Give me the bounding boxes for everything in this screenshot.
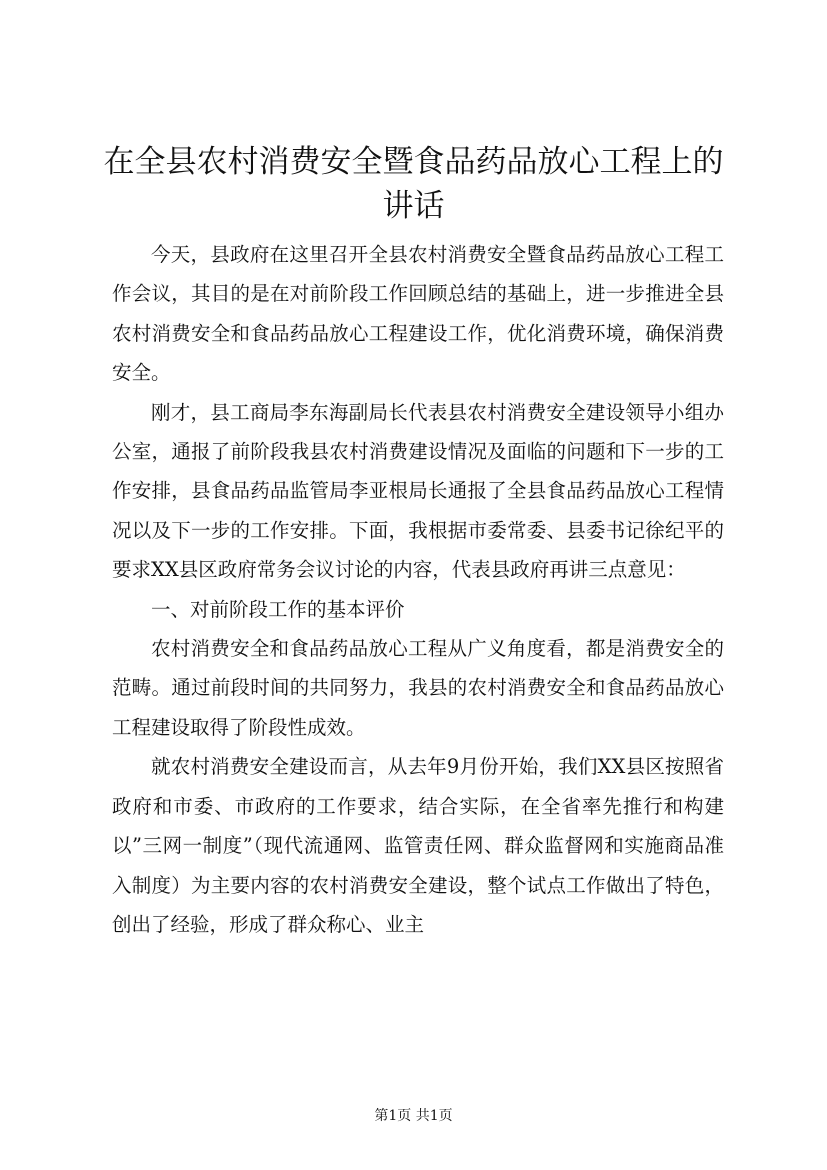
section-heading-1: 一、对前阶段工作的基本评价 <box>151 597 405 621</box>
page-footer: 第1页 共1页 <box>374 1108 453 1124</box>
paragraph-opening: 今天，县政府在这里召开全县农村消费安全暨食品药品放心工程工作会议，其目的是在对前阶段工作回顾总结的基础上，进一步推进全县农村消费安全和食品药品放心工程建设工作，优化消费环境，确保消费安全。 <box>112 243 724 385</box>
document-body <box>112 235 724 944</box>
document-title: 在全县农村消费安全暨食品药品放心工程上的讲话 <box>103 144 724 224</box>
paragraph-evaluation: 农村消费安全和食品药品放心工程从广义角度看，都是消费安全的范畴。通过前段时间的共同努力，我县的农村消费安全和食品药品放心工程建设取得了阶段性成效。 <box>112 637 724 739</box>
paragraph-rural-safety: 就农村消费安全建设而言，从去年9月份开始，我们XX县区按照省政府和市委、市政府的工作要求，结合实际，在全省率先推行和构建以”三网一制度”（现代流通网、监管责任网、群众监督网和实施商品准入制度）为主要内容的农村消费安全建设，整个试点工作做出了特色，创出了经验，形成了群众称心、业主 <box>112 755 724 936</box>
paragraph-report-summary: 刚才，县工商局李东海副局长代表县农村消费安全建设领导小组办公室，通报了前阶段我县农村消费建设情况及面临的问题和下一步的工作安排，县食品药品监管局李亚根局长通报了全县食品药品放心工程情况以及下一步的工作安排。下面，我根据市委常委、县委书记徐纪平的要求XX县区政府常务会议讨论的内容，代表县政府再讲三点意见： <box>112 400 724 582</box>
